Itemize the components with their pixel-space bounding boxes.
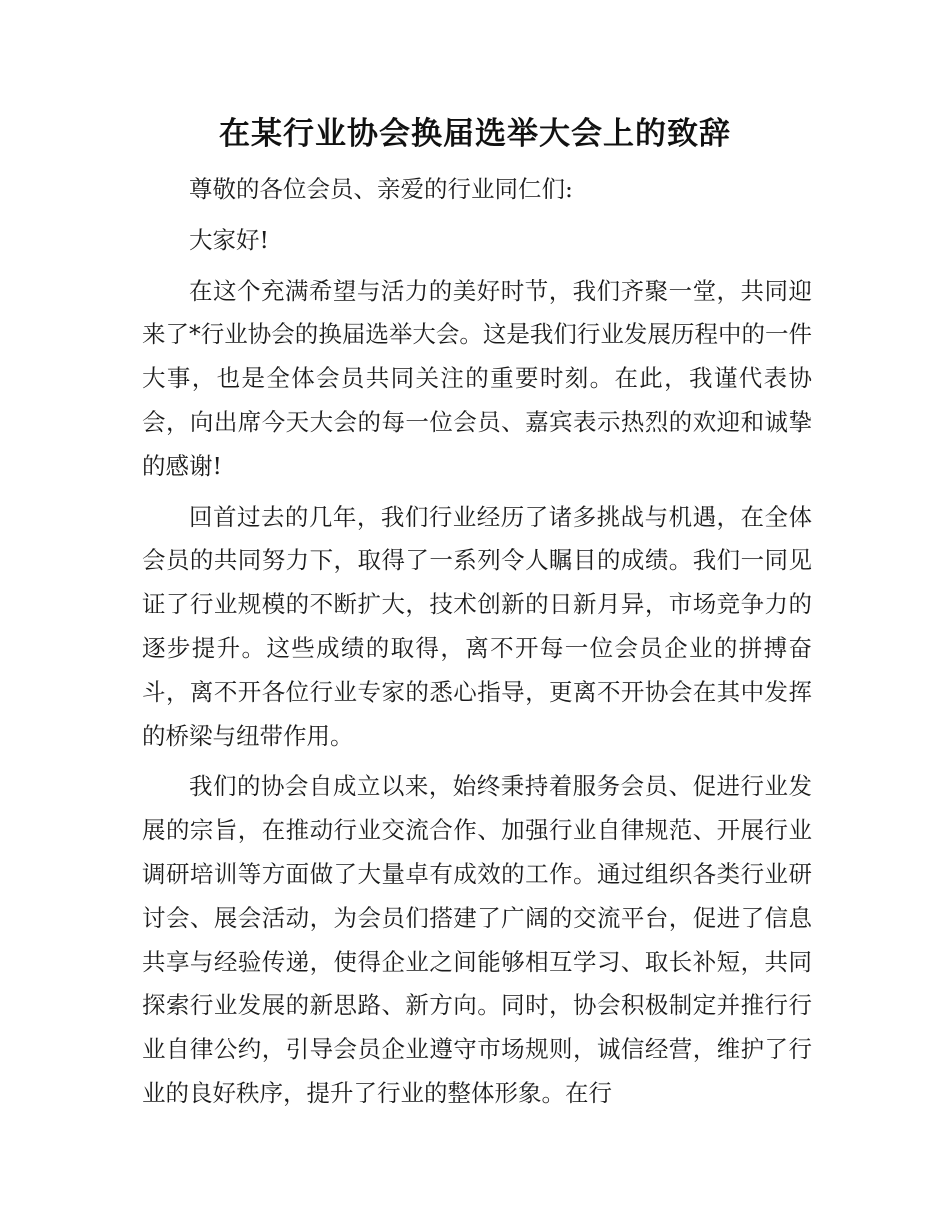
paragraph: 我们的协会自成立以来，始终秉持着服务会员、促进行业发展的宗旨，在推动行业交流合作、加强行业自律规范、开展行业调研培训等方面做了大量卓有成效的工作。通过组织各类行业研讨会、展会活动，为会员们搭建了广阔的交流平台，促进了信息共享与经验传递，使得企业之间能够相互学习、取长补短，共同探索行业发展的新思路、新方向。同时，协会积极制定并推行行业自律公约，引导会员企业遵守市场规则，诚信经营，维护了行业的良好秩序，提升了行业的整体形象。在行 xyxy=(142,772,812,1107)
paragraph: 回首过去的几年，我们行业经历了诸多挑战与机遇，在全体会员的共同努力下，取得了一系列令人瞩目的成绩。我们一同见证了行业规模的不断扩大，技术创新的日新月异，市场竞争力的逐步提升。这些成绩的取得，离不开每一位会员企业的拼搏奋斗，离不开各位行业专家的悉心指导，更离不开协会在其中发挥的桥梁与纽带作用。 xyxy=(142,502,812,750)
document-title: 在某行业协会换届选举大会上的致辞 xyxy=(219,116,731,152)
paragraph: 在这个充满希望与活力的美好时节，我们齐聚一堂，共同迎来了*行业协会的换届选举大会。这是我们行业发展历程中的一件大事，也是全体会员共同关注的重要时刻。在此，我谨代表协会，向出席今天大会的每一位会员、嘉宾表示热烈的欢迎和诚挚的感谢! xyxy=(142,276,812,480)
salutation: 尊敬的各位会员、亲爱的行业同仁们: xyxy=(189,175,573,203)
greeting: 大家好! xyxy=(189,225,269,254)
document-body xyxy=(142,168,812,1123)
